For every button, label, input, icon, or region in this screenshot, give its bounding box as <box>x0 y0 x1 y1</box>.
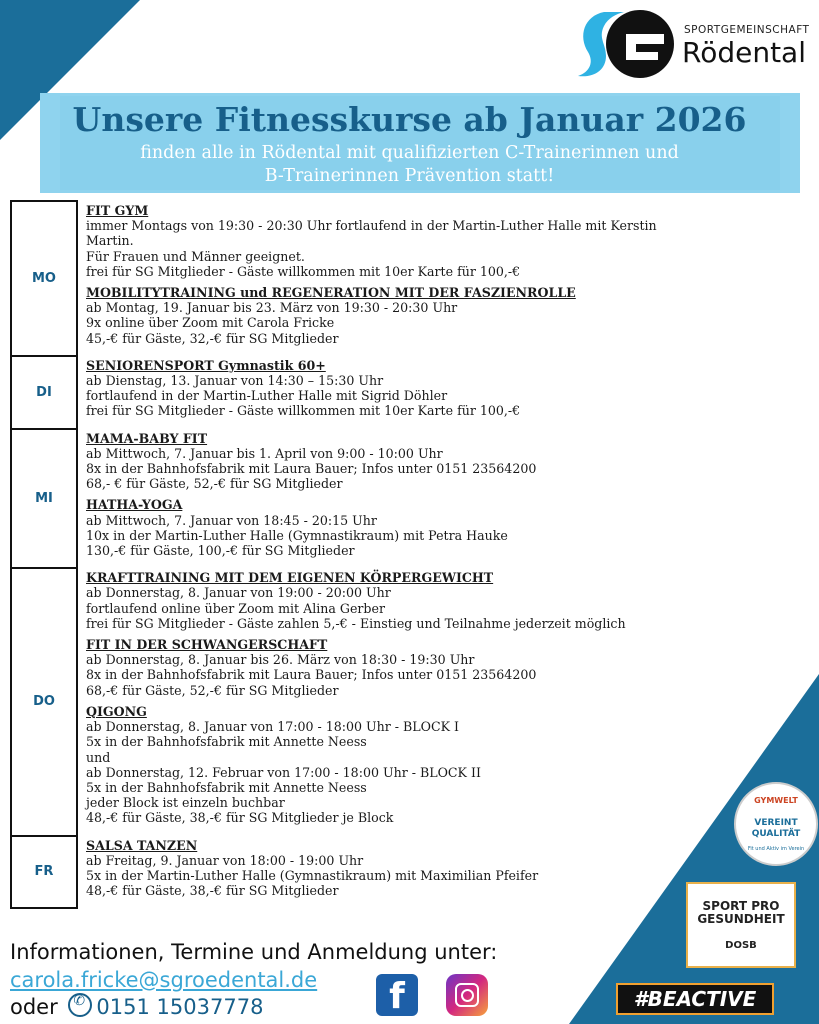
course-detail-line: ab Montag, 19. Januar bis 23. März von 19:30 - 20:30 Uhr <box>86 300 458 316</box>
course-detail-line: fortlaufend in der Martin-Luther Halle mit Sigrid Döhler <box>86 388 448 404</box>
subtitle-line-1: finden alle in Rödental mit qualifizierten C-Trainerinnen und <box>140 143 679 163</box>
dosb-label: DOSB <box>725 940 757 951</box>
contact-email-link[interactable]: carola.fricke@sgroedental.de <box>10 968 318 992</box>
course-detail-line: 10x in der Martin-Luther Halle (Gymnastikraum) mit Petra Hauke <box>86 527 508 543</box>
spg-line-1: SPORT PRO <box>702 899 780 913</box>
course-entry <box>86 570 708 631</box>
page-title: Unsere Fitnesskurse ab Januar 2026 <box>72 100 747 139</box>
day-label: MO <box>11 201 77 356</box>
day-courses <box>77 356 709 429</box>
badge-slogan: Fit und Aktiv im Verein <box>747 846 805 852</box>
course-detail-line: frei für SG Mitglieder - Gäste willkommen mit 10er Karte für 100,-€ <box>86 263 521 279</box>
schedule-row <box>11 201 709 356</box>
course-detail-line: 8x in der Bahnhofsfabrik mit Laura Bauer; Infos unter 0151 23564200 <box>86 667 537 683</box>
spg-line-2: GESUNDHEIT <box>697 912 785 926</box>
course-title: MOBILITYTRAINING und REGENERATION MIT DER FASZIENROLLE <box>86 285 576 301</box>
day-courses <box>77 429 709 569</box>
course-title: SALSA TANZEN <box>86 837 198 853</box>
course-detail-line: 48,-€ für Gäste, 38,-€ für SG Mitglieder <box>86 883 339 899</box>
course-detail-line: frei für SG Mitglieder - Gäste zahlen 5,-€ - Einstieg und Teilnahme jederzeit möglich <box>86 615 626 631</box>
facebook-icon[interactable]: f <box>376 974 418 1016</box>
page-subtitle <box>0 142 819 188</box>
day-courses <box>77 836 709 909</box>
course-entry <box>86 431 708 492</box>
vereint-qualitaet <box>736 818 816 840</box>
sg-roedental-logo <box>576 6 816 80</box>
phone-number[interactable]: 0151 15037778 <box>96 995 264 1019</box>
course-detail-line: ab Mittwoch, 7. Januar bis 1. April von 9:00 - 10:00 Uhr <box>86 445 443 461</box>
course-schedule-table <box>10 200 710 909</box>
info-heading: Informationen, Termine und Anmeldung unter: <box>10 940 498 964</box>
phone-line <box>10 993 263 1019</box>
course-title: SENIORENSPORT Gymnastik 60+ <box>86 357 326 373</box>
day-label: DI <box>11 356 77 429</box>
course-detail-line: immer Montags von 19:30 - 20:30 Uhr fortlaufend in der Martin-Luther Halle mit Kerstin Martin. <box>86 218 657 249</box>
schedule-row <box>11 568 709 835</box>
course-title: FIT IN DER SCHWANGERSCHAFT <box>86 637 328 653</box>
course-entry <box>86 637 708 698</box>
course-entry <box>86 285 708 346</box>
course-title: QIGONG <box>86 703 147 719</box>
course-detail-line: 48,-€ für Gäste, 38,-€ für SG Mitglieder je Block <box>86 810 394 826</box>
course-detail-line: frei für SG Mitglieder - Gäste willkommen mit 10er Karte für 100,-€ <box>86 403 521 419</box>
course-detail-line: ab Dienstag, 13. Januar von 14:30 – 15:30 Uhr <box>86 373 384 389</box>
course-title: MAMA-BABY FIT <box>86 430 208 446</box>
course-detail-line: ab Donnerstag, 12. Februar von 17:00 - 18:00 Uhr - BLOCK II <box>86 764 481 780</box>
course-entry <box>86 203 708 279</box>
subtitle-line-2: B-Trainerinnen Prävention statt! <box>264 166 555 186</box>
course-detail-line: fortlaufend online über Zoom mit Alina Gerber <box>86 600 385 616</box>
course-title: FIT GYM <box>86 203 149 218</box>
schedule-row <box>11 429 709 569</box>
course-detail-line: 68,- € für Gäste, 52,-€ für SG Mitglieder <box>86 476 343 492</box>
logo-text-small: SPORTGEMEINSCHAFT <box>684 24 810 36</box>
course-detail-line: 5x in der Bahnhofsfabrik mit Annette Neess <box>86 779 367 795</box>
schedule-row <box>11 356 709 429</box>
course-detail-line: 8x in der Bahnhofsfabrik mit Laura Bauer; Infos unter 0151 23564200 <box>86 461 537 477</box>
course-title: KRAFTTRAINING MIT DEM EIGENEN KÖRPERGEWICHT <box>86 570 494 586</box>
beactive-logo: #BEACTIVE <box>616 983 774 1015</box>
sport-pro-gesundheit-label <box>688 900 794 926</box>
gymwelt-badge <box>734 782 818 866</box>
course-detail-line: 9x online über Zoom mit Carola Fricke <box>86 315 335 331</box>
course-detail-line: 45,-€ für Gäste, 32,-€ für SG Mitglieder <box>86 330 339 346</box>
course-detail-line: ab Donnerstag, 8. Januar von 19:00 - 20:00 Uhr <box>86 585 391 601</box>
course-entry <box>86 838 709 899</box>
course-entry <box>86 497 708 558</box>
course-detail-line: jeder Block ist einzeln buchbar <box>86 795 285 811</box>
course-detail-line: 68,-€ für Gäste, 52,-€ für SG Mitglieder <box>86 682 339 698</box>
day-label: MI <box>11 429 77 569</box>
sg-logo-icon <box>576 6 680 80</box>
day-courses <box>77 201 709 356</box>
course-detail-line: ab Donnerstag, 8. Januar von 17:00 - 18:00 Uhr - BLOCK I <box>86 719 460 735</box>
course-detail-line: ab Donnerstag, 8. Januar bis 26. März von 18:30 - 19:30 Uhr <box>86 652 475 668</box>
course-entry <box>86 704 708 826</box>
course-detail-line: 5x in der Martin-Luther Halle (Gymnastikraum) mit Maximilian Pfeifer <box>86 867 539 883</box>
day-label: DO <box>11 568 77 835</box>
course-detail-line: 130,-€ für Gäste, 100,-€ für SG Mitglieder <box>86 543 355 559</box>
logo-text-big: Rödental <box>682 36 806 69</box>
oder-label: oder <box>10 995 58 1019</box>
vereint-label: VEREINT <box>754 818 798 828</box>
course-title: HATHA-YOGA <box>86 497 183 513</box>
qualitaet-label: QUALITÄT <box>751 829 801 839</box>
course-detail-line: Für Frauen und Männer geeignet. <box>86 248 305 264</box>
day-label: FR <box>11 836 77 909</box>
phone-icon <box>68 993 92 1017</box>
course-detail-line: 5x in der Bahnhofsfabrik mit Annette Neess <box>86 734 367 750</box>
day-courses <box>77 568 709 835</box>
gymwelt-label: GYMWELT <box>754 796 798 805</box>
instagram-icon[interactable] <box>446 974 488 1016</box>
course-detail-line: ab Freitag, 9. Januar von 18:00 - 19:00 Uhr <box>86 852 364 868</box>
course-detail-line: ab Mittwoch, 7. Januar von 18:45 - 20:15 Uhr <box>86 512 377 528</box>
sport-pro-gesundheit-badge <box>686 882 796 968</box>
schedule-row <box>11 836 709 909</box>
course-entry <box>86 358 708 419</box>
course-detail-line: und <box>86 749 111 765</box>
